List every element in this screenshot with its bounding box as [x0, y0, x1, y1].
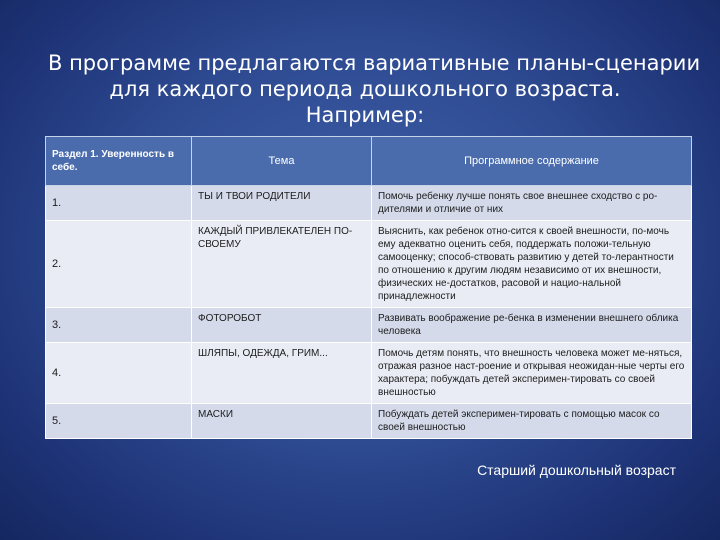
title-line-2: для каждого периода дошкольного возраста.: [109, 77, 621, 101]
row-topic: ШЛЯПЫ, ОДЕЖДА, ГРИМ...: [192, 343, 372, 404]
table-header-row: [46, 137, 692, 186]
title-line-1: В программе предлагаются вариативные планы-сценарии: [48, 51, 701, 75]
row-topic: МАСКИ: [192, 404, 372, 439]
header-section: Раздел 1. Уверенность в себе.: [46, 137, 192, 186]
row-number: 1.: [46, 186, 192, 221]
row-content: Выяснить, как ребенок отно-сится к своей внешности, по-мочь ему адекватно оценить себя, поддержать положи-тельную самооценку; способ-ствовать развитию у детей то-лерантности по отношению к другим людям независимо от их внешности, физических не-достатков, расовой и нацио-нальной принадлежности: [372, 221, 692, 308]
row-number: 5.: [46, 404, 192, 439]
row-number: 2.: [46, 221, 192, 308]
row-content: Побуждать детей эксперимен-тировать с помощью масок со своей внешностью: [372, 404, 692, 439]
row-content: Помочь детям понять, что внешность человека может ме-няться, отражая разное наст-роение и открывая неожидан-ные черты его характера; побуждать детей эксперимен-тировать со своей внешностью: [372, 343, 692, 404]
table-row: [46, 404, 692, 439]
row-content: Развивать воображение ре-бенка в изменении внешнего облика человека: [372, 308, 692, 343]
row-content: Помочь ребенку лучше понять свое внешнее сходство с ро-дителями и отличие от них: [372, 186, 692, 221]
row-topic: ТЫ И ТВОИ РОДИТЕЛИ: [192, 186, 372, 221]
program-table: [45, 136, 692, 439]
slide-title: [40, 50, 701, 128]
table-row: [46, 343, 692, 404]
footer-caption: Старший дошкольный возраст: [477, 462, 676, 478]
table-row: [46, 308, 692, 343]
title-line-3: Например:: [305, 103, 425, 127]
row-topic: КАЖДЫЙ ПРИВЛЕКАТЕЛЕН ПО-СВОЕМУ: [192, 221, 372, 308]
table-row: [46, 221, 692, 308]
row-topic: ФОТОРОБОТ: [192, 308, 372, 343]
header-topic: Тема: [192, 137, 372, 186]
header-content: Программное содержание: [372, 137, 692, 186]
row-number: 3.: [46, 308, 192, 343]
row-number: 4.: [46, 343, 192, 404]
table-row: [46, 186, 692, 221]
